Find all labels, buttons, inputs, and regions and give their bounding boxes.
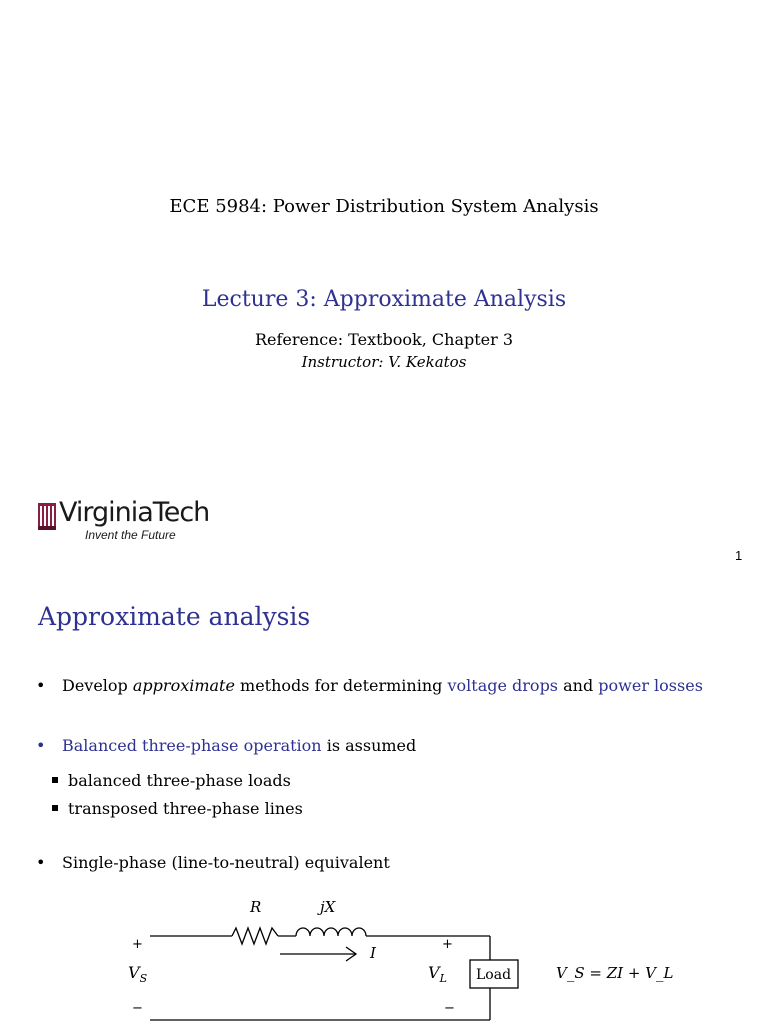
bullet-text-emph: approximate xyxy=(132,676,235,695)
course-title: ECE 5984: Power Distribution System Analysis xyxy=(169,196,599,217)
bullet-text-power-losses: power losses xyxy=(598,676,703,695)
bullet-dot: • xyxy=(36,736,46,755)
logo-tagline: Invent the Future xyxy=(85,528,176,542)
square-bullet-icon xyxy=(52,805,58,811)
square-bullet-icon xyxy=(52,777,58,783)
load-minus: − xyxy=(444,1001,455,1016)
source-minus: − xyxy=(132,1001,143,1016)
load-box-label: Load xyxy=(476,967,512,983)
current-label: I xyxy=(370,944,376,962)
sub-bullet-text: balanced three-phase loads xyxy=(68,771,291,790)
bullet-single-phase xyxy=(36,853,390,872)
bullet-dot: • xyxy=(36,676,46,695)
bullet-text-balanced: Balanced three-phase operation xyxy=(62,736,322,755)
reference-line: Reference: Textbook, Chapter 3 xyxy=(254,330,514,349)
vt-seal-icon xyxy=(37,502,57,532)
reactance-label: jX xyxy=(320,898,336,916)
logo-wordmark: VirginiaTech xyxy=(59,497,210,528)
bullet-balanced xyxy=(36,736,416,755)
bullet-text-prefix: Develop xyxy=(62,676,133,695)
instructor-line: Instructor: V. Kekatos xyxy=(301,353,467,371)
circuit-diagram xyxy=(120,890,700,1024)
bullet-dot: • xyxy=(36,853,46,872)
source-voltage-label: $V_S$ xyxy=(128,963,148,985)
page-number: 1 xyxy=(735,548,743,563)
sub-bullet-text: transposed three-phase lines xyxy=(68,799,303,818)
lecture-title: Lecture 3: Approximate Analysis xyxy=(201,287,567,312)
bullet-text-and: and xyxy=(558,676,599,695)
bullet-text-voltage-drops: voltage drops xyxy=(447,676,559,695)
source-plus: + xyxy=(132,937,143,952)
bullet-text-mid: methods for determining xyxy=(234,676,448,695)
slide-heading: Approximate analysis xyxy=(38,602,311,631)
bullet-methods xyxy=(36,676,703,695)
resistor-symbol xyxy=(232,928,278,944)
resistor-label: R xyxy=(250,898,262,916)
sub-bullet-loads xyxy=(52,771,291,790)
bullet-text-single-phase: Single-phase (line-to-neutral) equivalent xyxy=(62,853,390,872)
load-plus: + xyxy=(442,937,453,952)
sub-bullet-lines xyxy=(52,799,303,818)
voltage-equation: V_S = ZI + V_L xyxy=(556,964,674,982)
bullet-text-assumed: is assumed xyxy=(321,736,417,755)
inductor-symbol xyxy=(296,928,366,936)
load-voltage-label: $V_L$ xyxy=(428,963,447,985)
